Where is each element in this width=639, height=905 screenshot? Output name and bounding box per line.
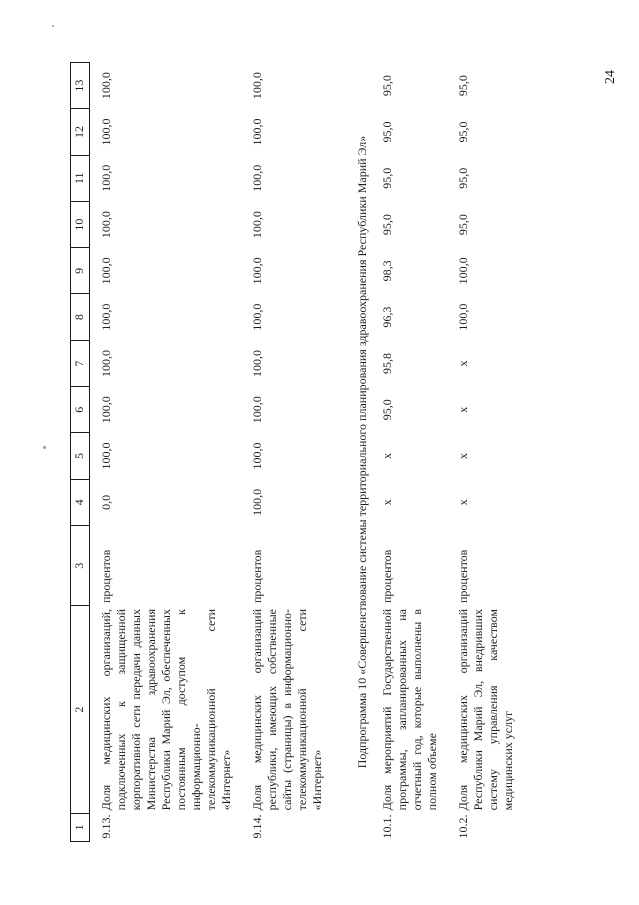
indicator-name: Доля медицинских организаций Республики Марий Эл, внедривших систему управления качеством медицинских услуг [456, 609, 515, 811]
value-cell: х [380, 453, 394, 460]
table-row [454, 63, 530, 842]
indicator-name: Доля медицинских организаций, подключенных к защищенной корпоративной сети передачи данных Министерства здравоохранения Республики Марий Эл, обеспеченных постоянным доступом к информационно-телекоммуникационной сети «Интернет» [99, 609, 233, 811]
value-cell: 100,0 [99, 442, 113, 470]
page-number: 24 [603, 70, 618, 84]
value-cell: 100,0 [99, 349, 113, 377]
unit-cell: процентов [456, 549, 470, 603]
value-cell: 100,0 [250, 442, 264, 470]
column-header-cell: 6 [71, 387, 90, 433]
column-header-cell: 13 [71, 63, 90, 109]
column-header-cell: 8 [71, 294, 90, 340]
value-cell: 95,0 [456, 167, 470, 189]
table-body [71, 63, 531, 842]
value-cell: х [456, 453, 470, 460]
column-header-cell: 12 [71, 109, 90, 155]
value-cell: 100,0 [250, 257, 264, 285]
value-cell: 96,3 [380, 306, 394, 328]
subprogram-heading-row [339, 63, 378, 842]
value-cell: 100,0 [99, 118, 113, 146]
value-cell: 100,0 [250, 72, 264, 100]
value-cell: 95,8 [380, 352, 394, 374]
value-cell: 95,0 [456, 75, 470, 97]
value-cell: 100,0 [250, 349, 264, 377]
column-header-cell: 4 [71, 479, 90, 525]
column-header-cell: 1 [71, 813, 90, 841]
value-cell: 100,0 [99, 72, 113, 100]
indicator-name: Доля медицинских организаций республики, имеющих собственные сайты (страницы) в информационно-телекоммуникационной сети «Интернет» [250, 609, 324, 811]
column-header-cell: 7 [71, 340, 90, 386]
value-cell: 98,3 [380, 260, 394, 282]
row-number: 9.14. [250, 814, 264, 839]
column-header-cell: 9 [71, 248, 90, 294]
value-cell: 100,0 [456, 303, 470, 331]
value-cell: 95,0 [380, 167, 394, 189]
scan-speck [43, 446, 46, 449]
value-cell: 0,0 [99, 494, 113, 510]
table-row [248, 63, 339, 842]
value-cell: х [456, 499, 470, 506]
value-cell: 100,0 [99, 164, 113, 192]
value-cell: 100,0 [99, 211, 113, 239]
value-cell: 100,0 [250, 211, 264, 239]
value-cell: 100,0 [250, 303, 264, 331]
column-header-cell: 11 [71, 155, 90, 201]
table-row [378, 63, 454, 842]
unit-cell: процентов [99, 549, 113, 603]
row-number: 10.2. [456, 814, 470, 839]
row-number: 9.13. [99, 814, 113, 839]
unit-cell: процентов [250, 549, 264, 603]
column-header-cell: 3 [71, 525, 90, 606]
value-cell: 100,0 [99, 303, 113, 331]
value-cell: 100,0 [99, 257, 113, 285]
row-number: 10.1. [380, 814, 394, 839]
column-header-cell: 2 [71, 606, 90, 813]
value-cell: 95,0 [380, 399, 394, 421]
value-cell: 95,0 [456, 121, 470, 143]
value-cell: х [456, 360, 470, 367]
table-row [90, 63, 249, 842]
value-cell: 100,0 [456, 257, 470, 285]
scan-speck [52, 25, 54, 27]
column-header-cell: 10 [71, 201, 90, 247]
column-header-cell: 5 [71, 433, 90, 479]
unit-cell: процентов [380, 549, 394, 603]
column-number-row [71, 63, 90, 842]
value-cell: 95,0 [380, 214, 394, 236]
value-cell: х [456, 406, 470, 413]
value-cell: х [380, 499, 394, 506]
value-cell: 100,0 [250, 396, 264, 424]
rotated-table-container [70, 62, 570, 842]
value-cell: 100,0 [250, 164, 264, 192]
value-cell: 95,0 [456, 214, 470, 236]
indicator-name: Доля мероприятий Государственной программы, запланированных на отчетный год, которые выполнены в полном объеме [380, 609, 439, 811]
value-cell: 95,0 [380, 121, 394, 143]
subprogram-heading: Подпрограмма 10 «Совершенствование системы территориального планирования здравоохранения Республики Марий Эл» [355, 135, 369, 769]
value-cell: 95,0 [380, 75, 394, 97]
indicators-table [70, 62, 530, 842]
value-cell: 100,0 [250, 488, 264, 516]
value-cell: 100,0 [250, 118, 264, 146]
value-cell: 100,0 [99, 396, 113, 424]
